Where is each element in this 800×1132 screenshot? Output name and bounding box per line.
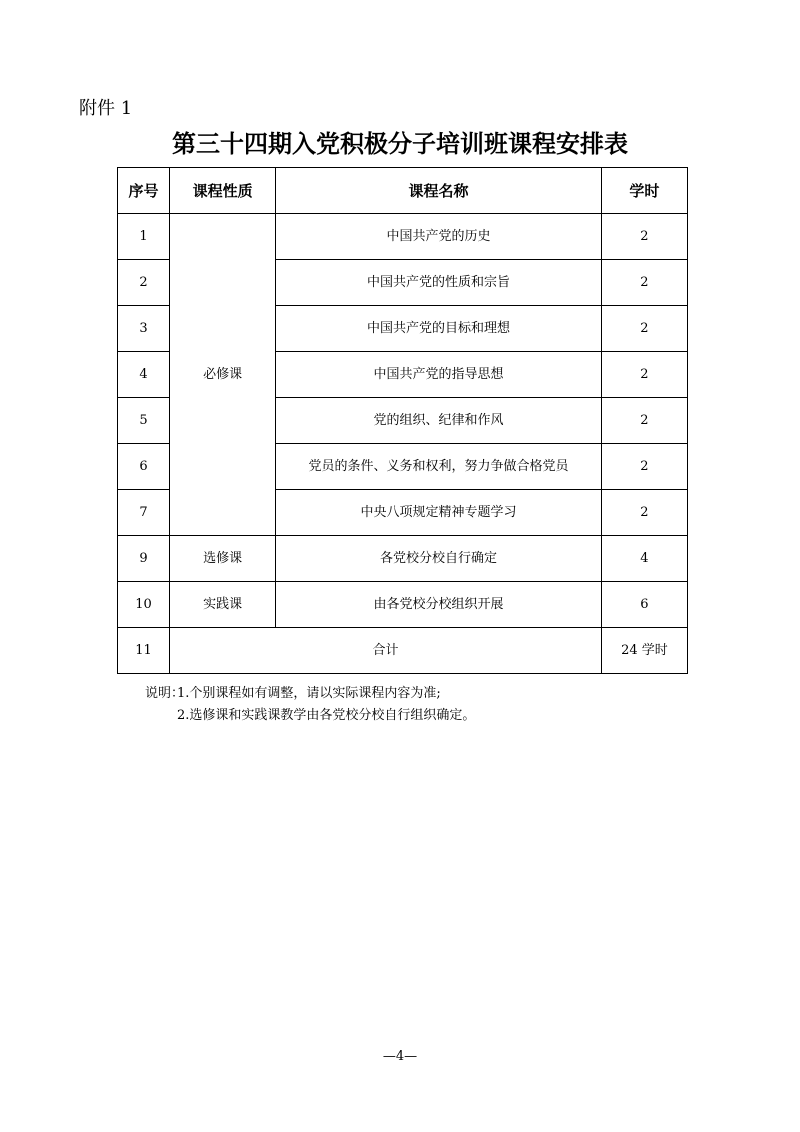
row-hours: 2	[601, 260, 687, 306]
row-hours: 2	[601, 306, 687, 352]
row-name: 各党校分校自行确定	[276, 536, 602, 582]
row-no: 4	[118, 352, 170, 398]
row-type: 选修课	[170, 536, 276, 582]
note-line	[145, 705, 475, 727]
note-text: 1.个别课程如有调整，请以实际课程内容为准;	[177, 686, 441, 701]
header-type: 课程性质	[170, 168, 276, 214]
row-no: 3	[118, 306, 170, 352]
row-name: 中央八项规定精神专题学习	[276, 490, 602, 536]
row-no: 1	[118, 214, 170, 260]
total-hours: 24 学时	[601, 628, 687, 674]
row-type: 实践课	[170, 582, 276, 628]
header-hours: 学时	[601, 168, 687, 214]
header-no: 序号	[118, 168, 170, 214]
row-hours: 2	[601, 398, 687, 444]
row-name: 中国共产党的指导思想	[276, 352, 602, 398]
row-hours: 2	[601, 490, 687, 536]
table-row-practice	[118, 582, 688, 628]
row-hours: 6	[601, 582, 687, 628]
note-text: 2.选修课和实践课教学由各党校分校自行组织确定。	[177, 708, 476, 723]
attachment-label: 附件 1	[79, 98, 133, 119]
row-name: 党员的条件、义务和权利，努力争做合格党员	[276, 444, 602, 490]
notes	[145, 683, 475, 727]
row-no: 9	[118, 536, 170, 582]
row-name: 由各党校分校组织开展	[276, 582, 602, 628]
table-header-row	[118, 168, 688, 214]
course-schedule-table	[117, 167, 688, 674]
row-name: 中国共产党的性质和宗旨	[276, 260, 602, 306]
note-line	[145, 683, 475, 705]
row-no: 7	[118, 490, 170, 536]
row-no: 6	[118, 444, 170, 490]
row-no: 10	[118, 582, 170, 628]
table-row-total	[118, 628, 688, 674]
row-no: 11	[118, 628, 170, 674]
row-no: 5	[118, 398, 170, 444]
row-hours: 4	[601, 536, 687, 582]
row-name: 中国共产党的历史	[276, 214, 602, 260]
row-hours: 2	[601, 214, 687, 260]
table-row	[118, 214, 688, 260]
row-no: 2	[118, 260, 170, 306]
row-hours: 2	[601, 352, 687, 398]
required-course-type: 必修课	[170, 214, 276, 536]
row-name: 中国共产党的目标和理想	[276, 306, 602, 352]
row-name: 党的组织、纪律和作风	[276, 398, 602, 444]
header-name: 课程名称	[276, 168, 602, 214]
row-hours: 2	[601, 444, 687, 490]
table-row-elective	[118, 536, 688, 582]
total-label: 合计	[170, 628, 602, 674]
document-title: 第三十四期入党积极分子培训班课程安排表	[172, 129, 628, 158]
page-number: —4—	[382, 1049, 418, 1064]
notes-prefix: 说明：	[145, 686, 185, 701]
